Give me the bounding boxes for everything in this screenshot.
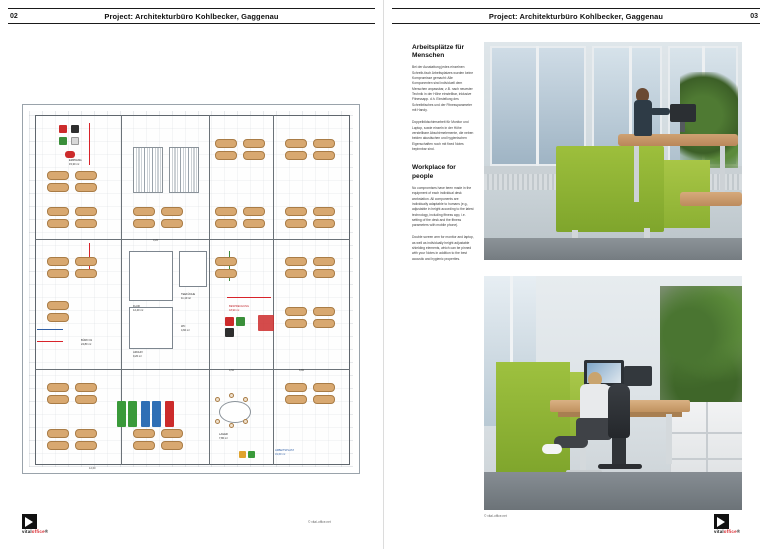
plan-color-block [225, 328, 234, 337]
plan-chair [243, 397, 248, 402]
plan-desk [313, 395, 335, 404]
plan-desk [47, 383, 69, 392]
plan-color-block [117, 401, 126, 427]
plan-room-area: 9,20 m² [133, 355, 142, 358]
plan-room-label: FLUR [133, 305, 140, 308]
plan-desk [133, 429, 155, 438]
plan-desk [75, 183, 97, 192]
plan-color-block [225, 317, 234, 326]
plan-desk [133, 219, 155, 228]
plan-desk [161, 219, 183, 228]
left-page-header-title: Project: Architekturbüro Kohlbecker, Gaggenau [104, 11, 279, 21]
plan-desk [47, 301, 69, 310]
plan-desk [313, 219, 335, 228]
vital-office-logo [714, 514, 748, 534]
plan-color-block [71, 125, 79, 133]
plan-desk [161, 207, 183, 216]
plan-desk [215, 269, 237, 278]
plan-desk [313, 269, 335, 278]
plan-desk [75, 207, 97, 216]
plan-room-area: 15,30 m² [69, 163, 80, 166]
plan-room-area: 12,40 m² [133, 309, 144, 312]
plan-desk [75, 383, 97, 392]
plan-core-room [129, 251, 173, 301]
plan-desk [313, 383, 335, 392]
plan-room-area: 18,90 m² [229, 309, 240, 312]
plan-desk [47, 429, 69, 438]
plan-desk [313, 139, 335, 148]
plan-desk [161, 429, 183, 438]
plan-room-area: 7,80 m² [219, 437, 228, 440]
plan-desk [47, 257, 69, 266]
plan-chair [215, 419, 220, 424]
plan-red-marker [37, 341, 63, 342]
right-page-header-title: Project: Architekturbüro Kohlbecker, Gaggenau [488, 11, 664, 21]
right-page-folio: 03 [750, 12, 758, 20]
logo-word-office: office [723, 529, 737, 534]
plan-desk [313, 319, 335, 328]
standing-desk-green-screen-photo [484, 42, 742, 260]
plan-desk [215, 207, 237, 216]
plan-desk [285, 395, 307, 404]
plan-desk [285, 219, 307, 228]
plan-stair [169, 147, 199, 193]
right-page-header [392, 8, 760, 24]
paragraph-de-2: Doppelbildschirmarbeit für Monitor und Laptop, sowie einzeln in der Höhe verstellbare Abschirmelemente, die neben beiden akustischen und hygienischen Eigenschaften noch mit fixed Notes bepinnbar sind. [412, 120, 474, 152]
logo-word-vital: vital [22, 529, 32, 534]
plan-room-area: 24,80 m² [81, 343, 92, 346]
plan-desk [161, 441, 183, 450]
logo-word-office: office [31, 529, 45, 534]
logo-triangle-icon [717, 517, 725, 527]
plan-room-area: 31,60 m² [275, 453, 286, 456]
plan-wall [209, 115, 210, 465]
plan-color-block [128, 401, 137, 427]
plan-desk [285, 139, 307, 148]
plan-color-block [248, 451, 255, 458]
plan-desk [285, 151, 307, 160]
logo-triangle-icon [25, 517, 33, 527]
plan-desk [215, 151, 237, 160]
plan-blue-marker [37, 329, 63, 330]
plan-desk [133, 441, 155, 450]
plan-desk [313, 207, 335, 216]
plan-dimension: 12,60 [89, 467, 96, 470]
plan-room-area: 11,10 m² [181, 297, 192, 300]
plan-chair [229, 393, 234, 398]
plan-desk [243, 139, 265, 148]
plan-room-label: ARCHIV [133, 351, 143, 354]
paragraph-en-2: Double screen arm for monitor and laptop, as well as individually height adjustable shielding elements, which can be pinned with your Notes in addition to the best acoustic and hygienic properties. [412, 235, 474, 261]
plan-wall [35, 239, 350, 240]
seated-desk-dual-monitor-photo [484, 276, 742, 510]
plan-dimension: 6,80 [299, 369, 305, 372]
plan-desk [285, 319, 307, 328]
logo-word-vital: vital [714, 529, 724, 534]
plan-color-block [141, 401, 150, 427]
plan-color-block [59, 137, 67, 145]
plan-desk [313, 307, 335, 316]
plan-color-block [65, 151, 75, 158]
plan-core-room [179, 251, 207, 287]
plan-chair [215, 397, 220, 402]
plan-desk [75, 257, 97, 266]
plan-desk [47, 207, 69, 216]
left-page-header [8, 8, 375, 24]
plan-room-label: BESPRECHUNG [229, 305, 250, 308]
plan-room-area: 4,60 m² [181, 329, 190, 332]
right-page-text-column [412, 44, 474, 269]
left-page-folio: 02 [10, 12, 18, 20]
plan-desk [75, 429, 97, 438]
plan-color-block [71, 137, 79, 145]
plan-desk [75, 441, 97, 450]
plan-room-label: BÜRO 01 [81, 339, 93, 342]
plan-color-block [59, 125, 67, 133]
plan-red-marker [227, 297, 271, 298]
plan-desk [75, 269, 97, 278]
plan-desk [215, 257, 237, 266]
paragraph-de-1: Bei der Ausstattung jedes einzelnen Schreib-tisch Arbeitsplatzes wurden keine Kompromisse gemacht: Alle Komponenten sind individuell dem Menschen anpassbar, z.B. nach neuester Technik in der Höhe einstellbar, inklusive Fitnessapp. d.h. Einstellung des Schreibtisches und der Fitnessparameter mit Handy. [412, 65, 474, 113]
plan-color-block [239, 451, 246, 458]
logo-wordmark [714, 529, 740, 534]
plan-color-block [165, 401, 174, 427]
plan-chair [229, 423, 234, 428]
left-page-credit: © vital-office.net [308, 520, 331, 524]
plan-desk [243, 151, 265, 160]
floor-plan-drawing [22, 104, 360, 474]
plan-core-room [129, 307, 173, 349]
plan-dimension: 4,50 [229, 369, 235, 372]
plan-color-block [236, 317, 245, 326]
plan-desk [243, 219, 265, 228]
plan-red-marker [89, 123, 90, 165]
right-page [384, 0, 768, 549]
plan-desk [285, 257, 307, 266]
plan-desk [313, 257, 335, 266]
plan-desk [243, 207, 265, 216]
plan-desk [215, 139, 237, 148]
plan-desk [75, 171, 97, 180]
plan-chair [243, 419, 248, 424]
plan-desk [47, 269, 69, 278]
plan-color-block [258, 315, 274, 331]
plan-room-label: TEEKÜCHE [181, 293, 196, 296]
plan-room-label: WC [181, 325, 186, 328]
plan-room-label: EMPFANG [69, 159, 82, 162]
plan-desk [75, 219, 97, 228]
plan-desk [47, 219, 69, 228]
plan-desk [215, 219, 237, 228]
plan-desk [47, 441, 69, 450]
logo-suffix: ® [736, 529, 741, 534]
paragraph-en-1: No compromises have been made in the equipment of each individual desk workstation. All components are individually adaptable to humans (e.g., adjustable in height according to the latest technology, including fitness app, i.e. setting of the desk and the fitness parameters with mobile phone). [412, 185, 474, 228]
plan-desk [285, 207, 307, 216]
plan-stair [133, 147, 163, 193]
vital-office-logo [22, 514, 56, 534]
plan-desk [285, 307, 307, 316]
plan-desk [285, 383, 307, 392]
logo-wordmark [22, 529, 48, 534]
plan-desk [313, 151, 335, 160]
right-page-credit: © vital-office.net [484, 514, 507, 518]
plan-desk [47, 313, 69, 322]
plan-desk [47, 183, 69, 192]
plan-desk [75, 395, 97, 404]
plan-color-block [152, 401, 161, 427]
heading-en: Workplace for people [412, 164, 456, 180]
plan-desk [47, 395, 69, 404]
plan-room-label: LAGER [219, 433, 228, 436]
plan-desk [47, 171, 69, 180]
plan-desk [133, 207, 155, 216]
plan-room-label: ARBEITSPLATZ [275, 449, 294, 452]
plan-dimension: 3,20 [153, 239, 159, 242]
plan-desk [285, 269, 307, 278]
heading-de: Arbeitsplätze für Menschen [412, 44, 465, 60]
plan-wall [273, 115, 274, 465]
logo-suffix: ® [44, 529, 49, 534]
